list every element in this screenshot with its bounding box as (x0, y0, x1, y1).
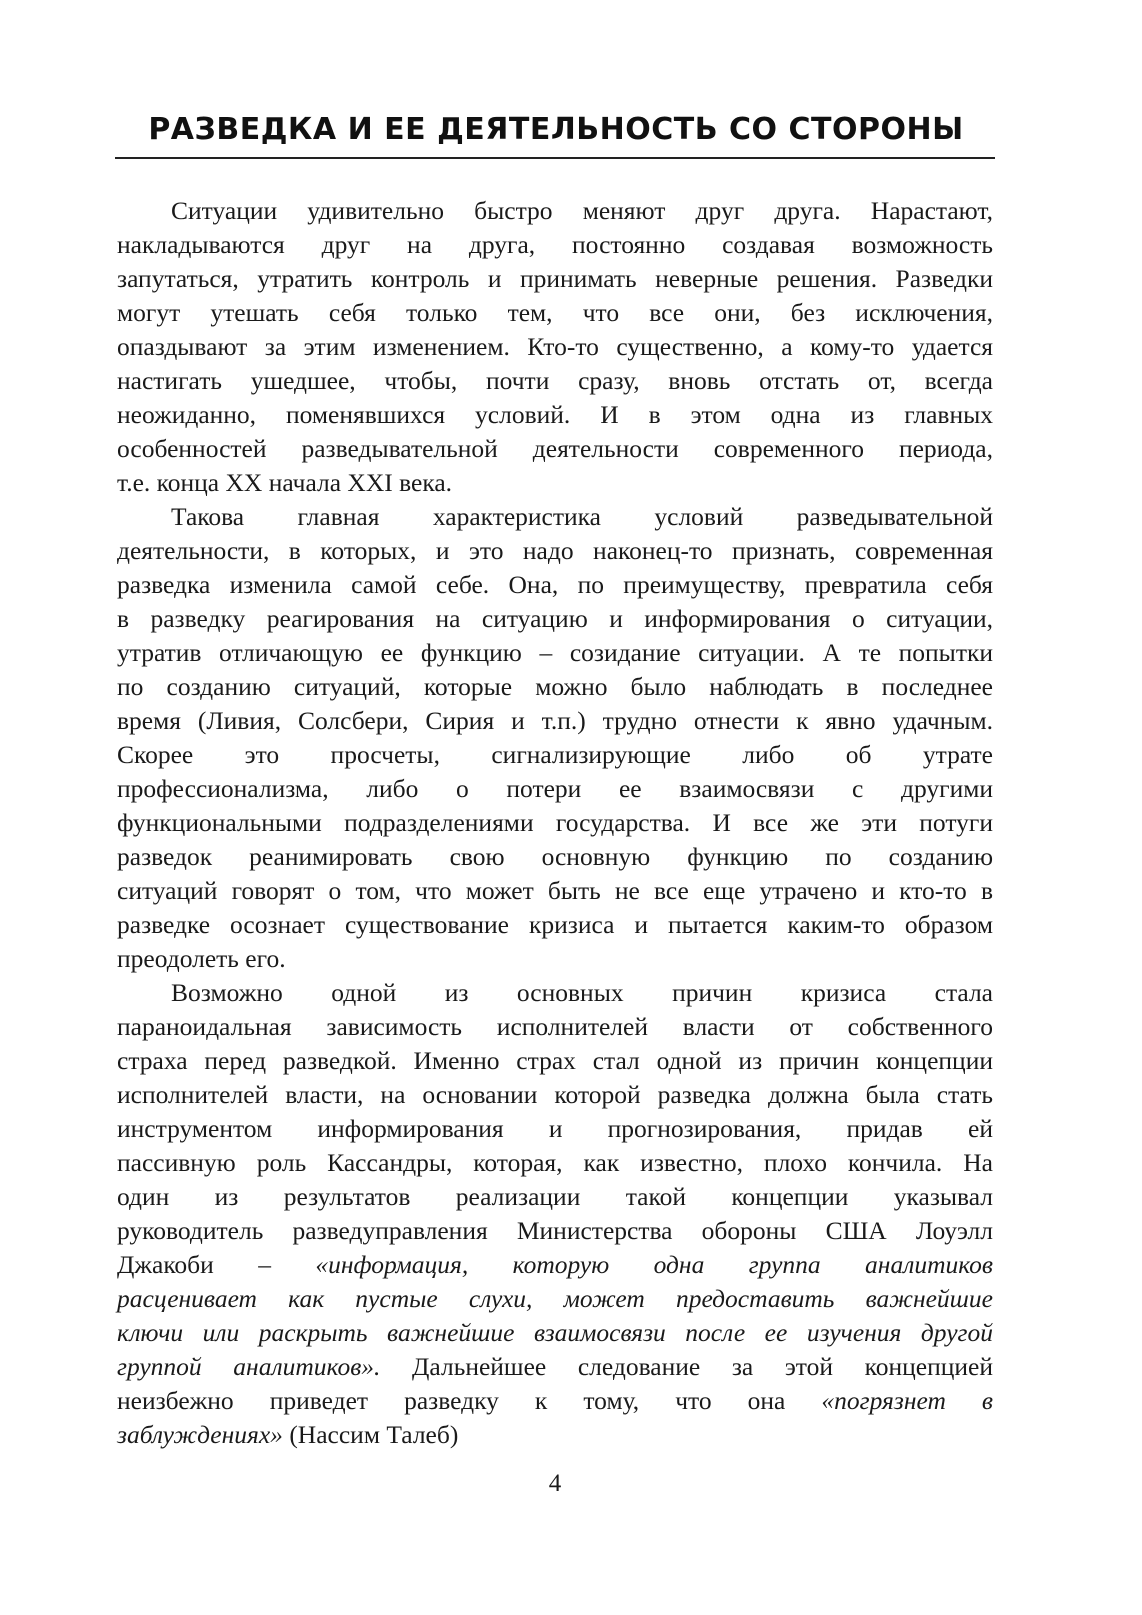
text-line: настигать ушедшее, чтобы, почти сразу, вновь отстать от, всегда (117, 366, 993, 395)
quote-line: расценивает как пустые слухи, может предоставить важнейшие (117, 1284, 993, 1313)
text-line: могут утешать себя только тем, что все они, без исключения, (117, 298, 993, 327)
text-line: Скорее это просчеты, сигнализирующие либо об утрате (117, 740, 993, 769)
text-line: инструментом информирования и прогнозирования, придав ей (117, 1114, 993, 1143)
text-line (117, 1384, 993, 1418)
text-span: неизбежно приведет разведку к тому, что она (117, 1386, 822, 1415)
text-line: запутаться, утратить контроль и принимать неверные решения. Разведки (117, 264, 993, 293)
text-line: разведка изменила самой себе. Она, по преимуществу, превратила себя (117, 570, 993, 599)
text-line (117, 1350, 993, 1384)
text-line: деятельности, в которых, и это надо наконец-то признать, современная (117, 536, 993, 565)
text-line: т.е. конца XX начала XXI века. (117, 468, 453, 497)
text-span: Джакоби – (117, 1250, 316, 1279)
text-line: исполнителей власти, на основании которой разведка должна была стать (117, 1080, 993, 1109)
quote-italic: заблуждениях» (117, 1420, 283, 1449)
text-line: профессионализма, либо о потери ее взаимосвязи с другими (117, 774, 993, 803)
body-text (117, 194, 993, 1452)
paragraph-1 (117, 194, 993, 500)
text-line: руководитель разведуправления Министерства обороны США Лоуэлл (117, 1216, 993, 1245)
text-line: Возможно одной из основных причин кризиса стала (171, 978, 993, 1007)
text-line: Такова главная характеристика условий разведывательной (171, 502, 993, 531)
quote-line: ключи или раскрыть важнейшие взаимосвязи после ее изучения другой (117, 1318, 993, 1347)
text-line: в разведку реагирования на ситуацию и информирования о ситуации, (117, 604, 993, 633)
text-span: (Нассим Талеб) (282, 1420, 459, 1449)
text-line: пассивную роль Кассандры, которая, как известно, плохо кончила. На (117, 1148, 993, 1177)
text-line: страха перед разведкой. Именно страх стал одной из причин концепции (117, 1046, 993, 1075)
text-line: опаздывают за этим изменением. Кто-то существенно, а кому-то удается (117, 332, 993, 361)
page-number: 4 (548, 1470, 562, 1497)
text-line: накладываются друг на друга, постоянно создавая возможность (117, 230, 993, 259)
text-line (117, 1248, 993, 1282)
text-line: параноидальная зависимость исполнителей власти от собственного (117, 1012, 993, 1041)
quote-italic: «информация, которую одна группа аналитиков (315, 1250, 994, 1279)
text-line: ситуаций говорят о том, что может быть не все еще утрачено и кто-то в (117, 876, 993, 905)
text-line: один из результатов реализации такой концепции указывал (117, 1182, 993, 1211)
paragraph-3 (117, 976, 993, 1452)
quote-italic: «погрязнет в (821, 1386, 994, 1415)
quote-italic: группой аналитиков». (117, 1352, 381, 1381)
text-line: неожиданно, поменявшихся условий. И в этом одна из главных (117, 400, 993, 429)
text-line: по созданию ситуаций, которые можно было наблюдать в последнее (117, 672, 993, 701)
text-line: разведок реанимировать свою основную функцию по созданию (117, 842, 993, 871)
text-span: Дальнейшее следование за этой концепцией (380, 1352, 993, 1381)
text-line: особенностей разведывательной деятельности современного периода, (117, 434, 993, 463)
paragraph-2 (117, 500, 993, 976)
chapter-title: РАЗВЕДКА И ЕЕ ДЕЯТЕЛЬНОСТЬ СО СТОРОНЫ (148, 112, 964, 147)
text-line: разведке осознает существование кризиса и пытается каким-то образом (117, 910, 993, 939)
text-line: время (Ливия, Солсбери, Сирия и т.п.) трудно отнести к явно удачным. (117, 706, 993, 735)
text-line (117, 1418, 993, 1452)
text-line: утратив отличающую ее функцию – созидание ситуации. А те попытки (117, 638, 993, 667)
title-rule (115, 157, 995, 159)
text-line: преодолеть его. (117, 944, 286, 973)
text-line: функциональными подразделениями государства. И все же эти потуги (117, 808, 993, 837)
text-line: Ситуации удивительно быстро меняют друг друга. Нарастают, (171, 196, 993, 225)
